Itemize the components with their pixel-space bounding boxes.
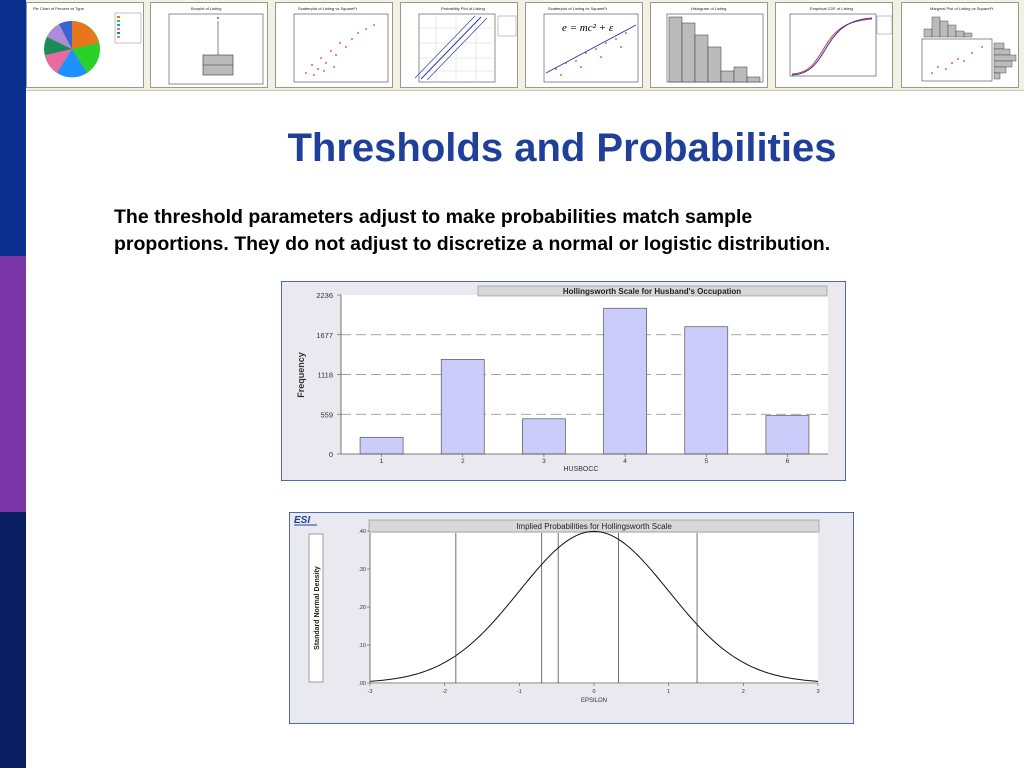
thumb-pie-chart: [26, 2, 144, 88]
y-tick-label: .20: [358, 605, 366, 611]
probplot-thumbnail-graphic: [401, 3, 519, 89]
x-tick-label: 6: [785, 458, 790, 465]
thumb-probability-plot: [400, 2, 518, 88]
x-tick-label: 5: [704, 458, 709, 465]
thumb-boxplot: [150, 2, 268, 88]
y-tick-label: 2236: [316, 291, 333, 300]
histogram-thumbnail-graphic: [651, 3, 769, 89]
density-chart-panel: [289, 512, 854, 724]
legend-swatch: [117, 16, 120, 18]
plot-frame: [419, 14, 495, 82]
x-tick-label: 1: [379, 458, 384, 465]
bar-y-axis-label: Frequency: [296, 352, 306, 398]
ecdf-thumbnail-graphic: [776, 3, 894, 89]
plot-frame: [922, 39, 992, 81]
x-tick-label: 2: [460, 458, 465, 465]
equation-text: e = mc² + ε: [562, 22, 614, 34]
fitted-cdf-curve: [792, 18, 872, 75]
x-tick-label: 4: [623, 458, 627, 465]
thumb-title: Scatterplot of Listing vs SquareFt: [298, 6, 357, 11]
slide-title: Thresholds and Probabilities: [287, 126, 837, 170]
sidebar-band-navy: [0, 512, 26, 768]
bar: [604, 308, 647, 454]
legend-swatch: [117, 28, 120, 30]
density-y-axis-label: Standard Normal Density: [314, 566, 321, 650]
density-x-axis-label: EPSILON: [580, 698, 608, 704]
legend-swatch: [117, 36, 120, 38]
x-tick-label: 2: [741, 689, 745, 695]
density-plot-area: [370, 533, 818, 684]
thumb-scatter-equation: [525, 2, 643, 88]
side-marginal-histogram: [994, 43, 1016, 79]
bar-chart-title: Hollingsworth Scale for Husband's Occupation: [562, 287, 742, 296]
body-paragraph-line: The threshold parameters adjust to make probabilities match sample: [114, 206, 753, 228]
plot-frame: [790, 14, 876, 76]
plot-grid: [419, 14, 495, 82]
x-tick-label: -1: [516, 689, 522, 695]
bar: [766, 416, 809, 454]
bar: [441, 359, 484, 454]
thumb-title: Empirical CDF of Listing: [810, 6, 853, 11]
x-tick-label: -3: [367, 689, 373, 695]
banner-thumbnail-strip: [26, 0, 1024, 91]
y-tick-label: .40: [358, 529, 366, 535]
bar-chart: [281, 281, 846, 481]
legend-swatch: [117, 20, 120, 22]
bar: [360, 437, 403, 454]
density-chart: [289, 512, 854, 724]
ci-line: [415, 16, 475, 78]
sidebar-stripe: [0, 0, 26, 768]
bar: [522, 419, 565, 454]
ecdf-curve: [792, 19, 872, 74]
thumb-scatterplot: [275, 2, 393, 88]
boxplot-thumbnail-graphic: [151, 3, 269, 89]
scatter-points: [305, 24, 375, 76]
scatter-eq-thumbnail-graphic: [526, 3, 644, 89]
thumb-title: Pie Chart of Percent vs Type: [33, 6, 84, 11]
esi-logo: ESI: [294, 515, 311, 526]
y-tick-label: 1677: [316, 330, 333, 340]
x-tick-label: 1: [667, 689, 671, 695]
legend-swatch: [117, 32, 120, 34]
thumb-title: Scatterplot of Listing vs SquareFt: [548, 6, 607, 11]
outlier: [217, 17, 219, 19]
x-tick-label: 3: [542, 458, 546, 465]
histogram-bars: [669, 17, 760, 82]
y-tick-label: .10: [358, 643, 366, 649]
stats-box: [877, 16, 892, 34]
y-tick-label: .00: [358, 681, 366, 687]
y-tick-label: 0: [328, 450, 333, 459]
sidebar-band-purple: [0, 256, 26, 512]
top-marginal-histogram: [924, 17, 972, 37]
scatter-thumbnail-graphic: [276, 3, 394, 89]
x-tick-label: -2: [442, 689, 448, 695]
pie-thumbnail-graphic: [27, 3, 145, 89]
fit-line: [421, 17, 481, 79]
thumb-title: Histogram of Listing: [691, 6, 727, 11]
thumb-title: Marginal Plot of Listing vs SquareFt: [930, 6, 994, 11]
scatter-points: [555, 32, 627, 76]
x-tick-label: 0: [592, 689, 596, 695]
scatter-points: [931, 46, 983, 74]
thumb-title: Probability Plot of Listing: [441, 6, 485, 11]
stats-box: [498, 16, 516, 36]
body-paragraph-line: proportions. They do not adjust to discretize a normal or logistic distribution.: [114, 233, 831, 255]
bar-chart-panel: [281, 281, 846, 481]
bar-x-axis-label: HUSBOCC: [563, 466, 599, 473]
thumb-empirical-cdf: [775, 2, 893, 88]
y-tick-label: 559: [320, 410, 333, 420]
thumb-marginal-plot: [901, 2, 1019, 88]
bar: [685, 327, 728, 454]
density-chart-title: Implied Probabilities for Hollingsworth Scale: [516, 522, 672, 531]
x-tick-label: 3: [816, 689, 820, 695]
y-tick-label: .30: [358, 567, 366, 573]
y-tick-label: 1118: [317, 370, 333, 380]
marginal-thumbnail-graphic: [902, 3, 1020, 89]
thumb-title: Boxplot of Listing: [191, 6, 222, 11]
body-paragraph: [114, 204, 994, 258]
legend-swatch: [117, 24, 120, 26]
thumb-histogram: [650, 2, 768, 88]
